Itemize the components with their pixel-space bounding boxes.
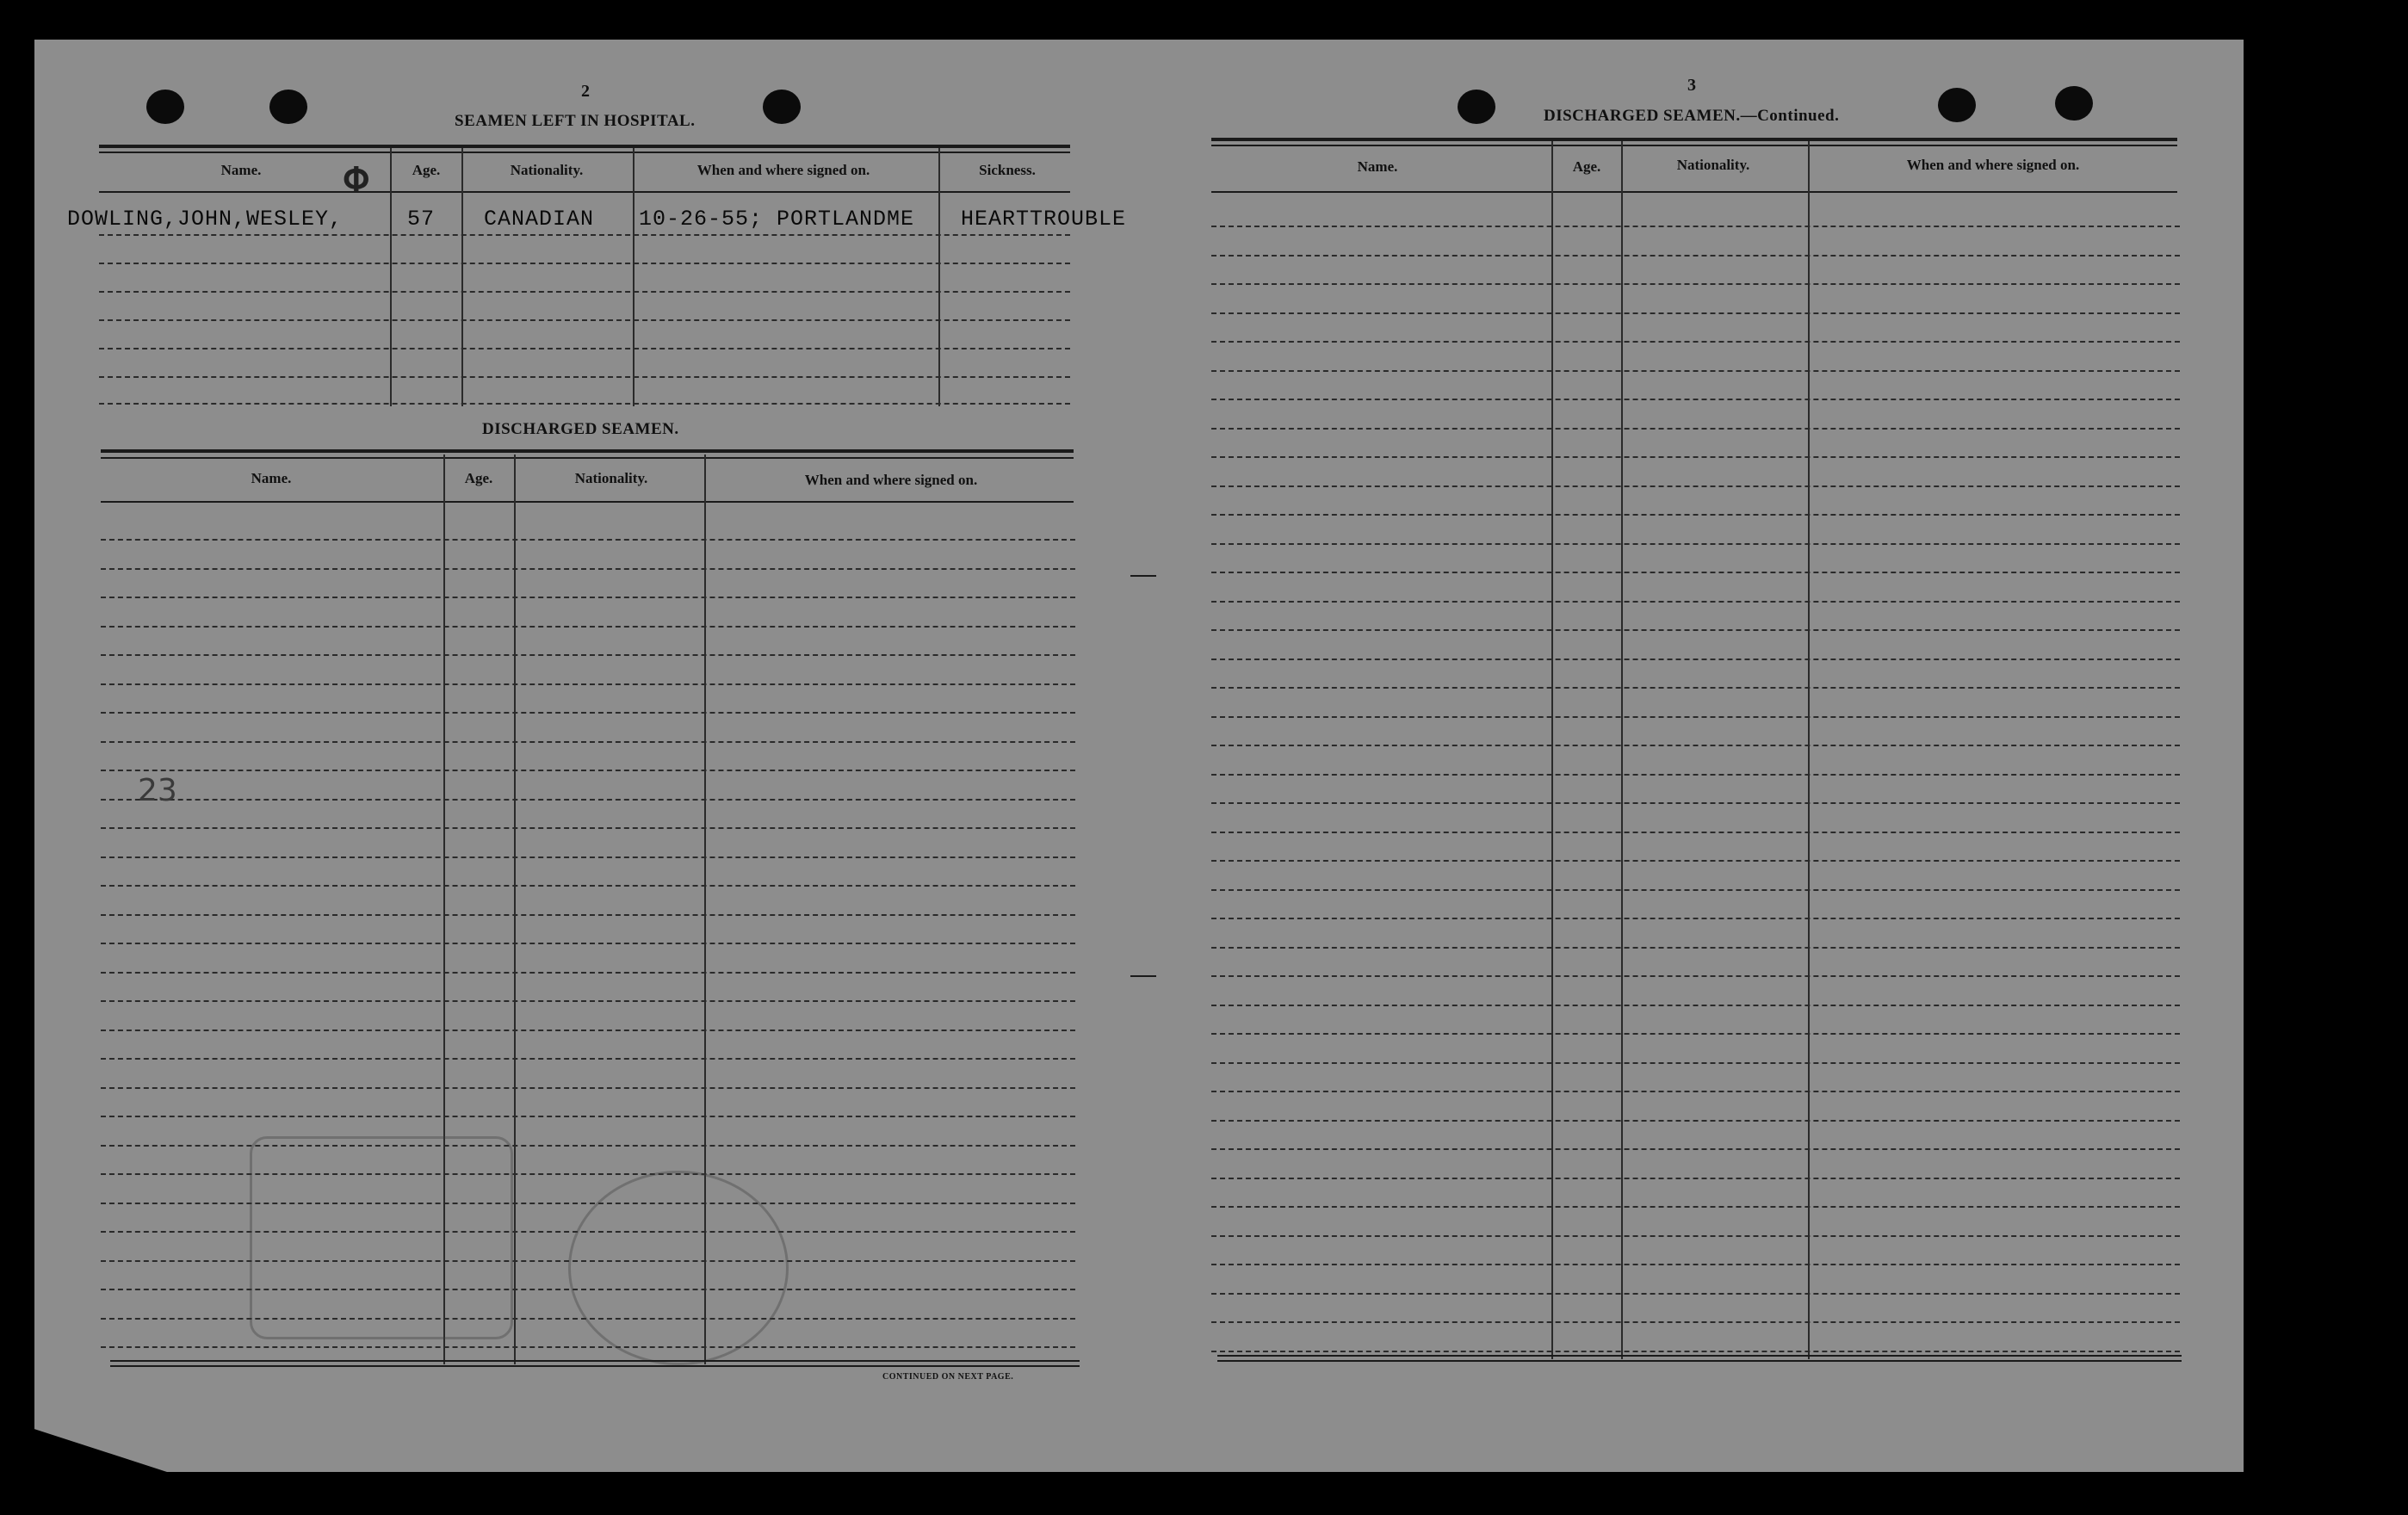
punch-hole xyxy=(146,90,184,124)
ledger-row-line xyxy=(101,972,1075,974)
punch-hole xyxy=(763,90,801,124)
hospital-row-line xyxy=(99,263,1070,264)
ledger-row-line xyxy=(1211,1321,2180,1323)
punch-hole xyxy=(1938,88,1976,122)
ledger-row-line xyxy=(101,712,1075,714)
discharged-header-nationality: Nationality. xyxy=(574,470,648,486)
ledger-row-line xyxy=(101,1145,1075,1147)
ledger-row-line xyxy=(101,1058,1075,1060)
right-header-age: Age. xyxy=(1572,158,1601,175)
right-bottom-rule xyxy=(1217,1355,2182,1357)
ledger-row-line xyxy=(1211,226,2180,227)
hospital-row-line xyxy=(99,319,1070,321)
ledger-row-line xyxy=(101,1000,1075,1002)
ledger-row-line xyxy=(1211,745,2180,746)
ledger-row-line xyxy=(1211,514,2180,516)
ledger-row-line xyxy=(1211,716,2180,718)
ledger-row-line xyxy=(1211,659,2180,660)
ledger-row-line xyxy=(1211,1178,2180,1179)
punch-hole xyxy=(2055,86,2093,121)
ledger-row-line xyxy=(101,597,1075,598)
left-page-number: 2 xyxy=(581,82,590,101)
ledger-row-line xyxy=(101,1173,1075,1175)
discharged-top-rule xyxy=(101,449,1074,453)
ledger-row-line xyxy=(1211,1120,2180,1122)
ledger-row-line xyxy=(1211,485,2180,487)
ledger-row-line xyxy=(101,1203,1075,1204)
ledger-row-line xyxy=(1211,543,2180,545)
ledger-row-line xyxy=(1211,832,2180,833)
hospital-header-sickness: Sickness. xyxy=(979,162,1036,178)
ledger-row-line xyxy=(101,1030,1075,1031)
ledger-row-line xyxy=(1211,918,2180,919)
hospital-entry-signed-on: 10-26-55; PORTLANDME xyxy=(639,207,915,232)
ledger-row-line xyxy=(101,654,1075,656)
ledger-row-line xyxy=(1211,1235,2180,1237)
ledger-row-line xyxy=(1211,860,2180,862)
ledger-row-line xyxy=(1211,774,2180,776)
hospital-header-rule xyxy=(99,191,1070,193)
ledger-row-line xyxy=(1211,1293,2180,1295)
hospital-header-name: Name. xyxy=(220,162,262,178)
hospital-col-divider xyxy=(461,148,463,406)
ledger-row-line xyxy=(101,827,1075,829)
ledger-row-line xyxy=(1211,1091,2180,1092)
punch-hole xyxy=(269,90,307,124)
hospital-row-line xyxy=(99,376,1070,378)
discharged-bottom-rule xyxy=(110,1360,1080,1362)
hospital-header-nationality: Nationality. xyxy=(510,162,584,178)
ledger-row-line xyxy=(101,1087,1075,1089)
ledger-row-line xyxy=(1211,1206,2180,1208)
ledger-row-line xyxy=(101,799,1075,801)
right-header-signed-on: When and where signed on. xyxy=(1906,157,2080,173)
right-top-rule-inner xyxy=(1211,145,2177,146)
hospital-entry-sickness: HEARTTROUBLE xyxy=(961,207,1127,232)
hospital-row-line xyxy=(99,234,1070,236)
ledger-row-line xyxy=(1211,687,2180,689)
ledger-row-line xyxy=(1211,572,2180,573)
discharged-section-title: DISCHARGED SEAMEN. xyxy=(482,420,679,438)
ledger-row-line xyxy=(101,943,1075,944)
hospital-col-divider xyxy=(390,148,392,406)
ledger-row-line xyxy=(1211,1351,2180,1352)
right-page-number: 3 xyxy=(1687,76,1696,95)
faded-stamp xyxy=(568,1171,789,1365)
ledger-row-line xyxy=(101,914,1075,916)
ledger-row-line xyxy=(1211,370,2180,372)
hospital-entry-nationality: CANADIAN xyxy=(484,207,595,232)
right-top-rule xyxy=(1211,138,2177,141)
ledger-row-line xyxy=(1211,283,2180,285)
ledger-row-line xyxy=(1211,1062,2180,1064)
hospital-header-age: Age. xyxy=(412,162,441,178)
hospital-row-line xyxy=(99,291,1070,293)
hospital-entry-age: 57 xyxy=(407,207,436,232)
ledger-row-line xyxy=(1211,255,2180,257)
hospital-entry-name: DOWLING,JOHN,WESLEY, xyxy=(67,207,344,232)
discharged-header-rule xyxy=(101,501,1074,503)
discharged-header-age: Age. xyxy=(464,470,493,486)
ledger-row-line xyxy=(1211,1148,2180,1150)
ledger-row-line xyxy=(101,741,1075,743)
discharged-top-rule-inner xyxy=(101,457,1074,459)
ledger-row-line xyxy=(101,1346,1075,1348)
ledger-row-line xyxy=(101,683,1075,685)
right-header-nationality: Nationality. xyxy=(1676,157,1750,173)
ledger-row-line xyxy=(101,626,1075,628)
hospital-header-signed-on: When and where signed on. xyxy=(696,162,870,178)
hospital-top-rule-inner xyxy=(99,152,1070,153)
ledger-row-line xyxy=(1211,975,2180,977)
punch-hole xyxy=(1458,90,1495,124)
ledger-row-line xyxy=(1211,601,2180,603)
ledger-row-line xyxy=(1211,802,2180,804)
hospital-col-divider xyxy=(938,148,940,406)
ledger-row-line xyxy=(101,568,1075,570)
discharged-header-signed-on: When and where signed on. xyxy=(804,472,978,488)
ledger-row-line xyxy=(1211,889,2180,891)
ledger-row-line xyxy=(1211,341,2180,343)
fold-mark xyxy=(1130,575,1156,577)
right-bottom-rule xyxy=(1217,1360,2182,1362)
discharged-bottom-rule xyxy=(110,1365,1080,1367)
faded-stamp xyxy=(250,1136,513,1339)
fold-mark xyxy=(1130,975,1156,977)
ledger-row-line xyxy=(1211,1005,2180,1006)
check-mark: 𝚽 xyxy=(343,160,370,199)
discharged-col-divider xyxy=(514,454,516,1364)
hospital-row-line xyxy=(99,348,1070,349)
discharged-header-name: Name. xyxy=(251,470,292,486)
ledger-row-line xyxy=(1211,428,2180,430)
ledger-row-line xyxy=(101,885,1075,887)
ledger-row-line xyxy=(1211,947,2180,949)
ledger-row-line xyxy=(101,1116,1075,1117)
right-header-name: Name. xyxy=(1357,158,1398,175)
handwritten-number: 23 xyxy=(138,773,177,808)
hospital-col-divider xyxy=(633,148,634,406)
right-header-rule xyxy=(1211,191,2177,193)
ledger-row-line xyxy=(1211,456,2180,458)
ledger-row-line xyxy=(1211,399,2180,400)
ledger-row-line xyxy=(1211,1033,2180,1035)
right-section-title: DISCHARGED SEAMEN.—Continued. xyxy=(1544,107,1840,125)
ledger-row-line xyxy=(1211,312,2180,314)
hospital-row-line xyxy=(99,403,1070,405)
hospital-top-rule xyxy=(99,145,1070,148)
ledger-row-line xyxy=(1211,1264,2180,1265)
ledger-row-line xyxy=(1211,629,2180,631)
ledger-row-line xyxy=(101,770,1075,771)
continued-footer: CONTINUED ON NEXT PAGE. xyxy=(882,1372,1014,1382)
ledger-row-line xyxy=(101,856,1075,858)
ledger-row-line xyxy=(101,539,1075,541)
hospital-section-title: SEAMEN LEFT IN HOSPITAL. xyxy=(455,112,696,130)
